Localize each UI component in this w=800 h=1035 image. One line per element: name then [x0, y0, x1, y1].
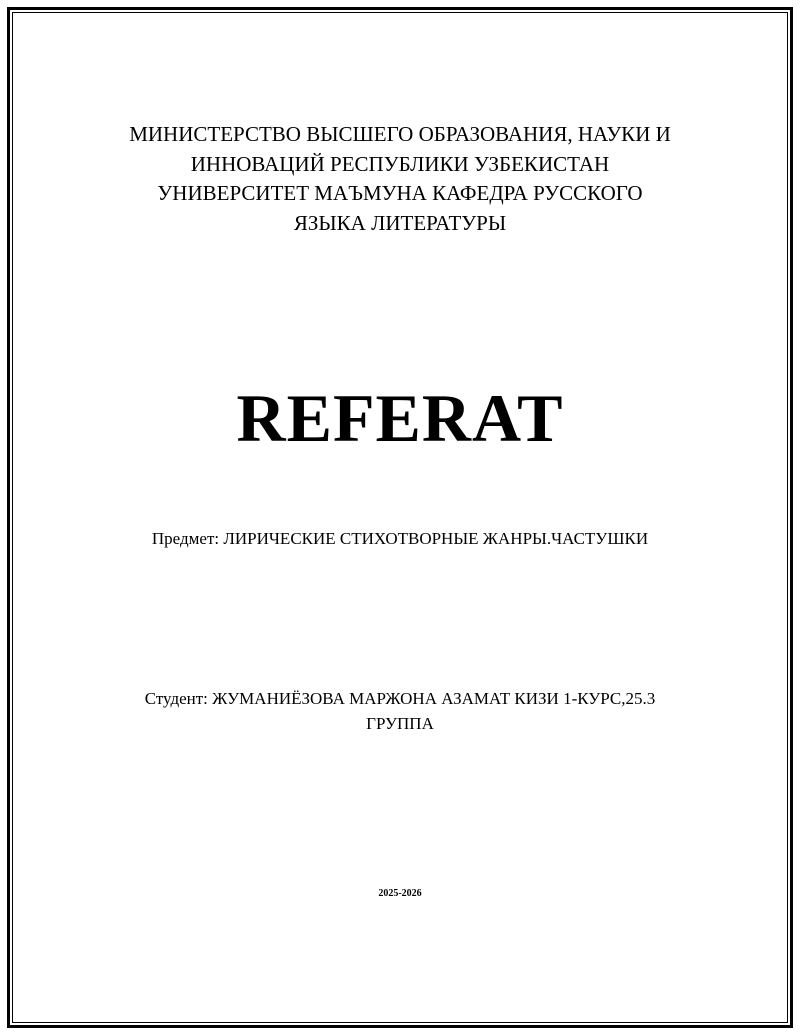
ministry-header-line: ИННОВАЦИЙ РЕСПУБЛИКИ УЗБЕКИСТАН — [190, 151, 610, 176]
student-info-line: Студент: ЖУМАНИЁЗОВА МАРЖОНА АЗАМАТ КИЗИ 1-КУРС,25.3 — [144, 689, 656, 708]
ministry-header-line: УНИВЕРСИТЕТ МАЪМУНА КАФЕДРА РУССКОГО — [157, 181, 643, 205]
ministry-header — [0, 120, 800, 238]
academic-year: 2025-2026 — [378, 888, 422, 899]
ministry-header-line: МИНИСТЕРСТВО ВЫСШЕГО ОБРАЗОВАНИЯ, НАУКИ И — [129, 122, 671, 146]
ministry-header-line: ЯЗЫКА ЛИТЕРАТУРЫ — [293, 210, 507, 235]
document-title: REFERAT — [236, 380, 564, 456]
subject-line: Предмет: ЛИРИЧЕСКИЕ СТИХОТВОРНЫЕ ЖАНРЫ.ЧАСТУШКИ — [151, 529, 649, 548]
student-info-line: ГРУППА — [366, 714, 434, 733]
student-info — [0, 686, 800, 736]
